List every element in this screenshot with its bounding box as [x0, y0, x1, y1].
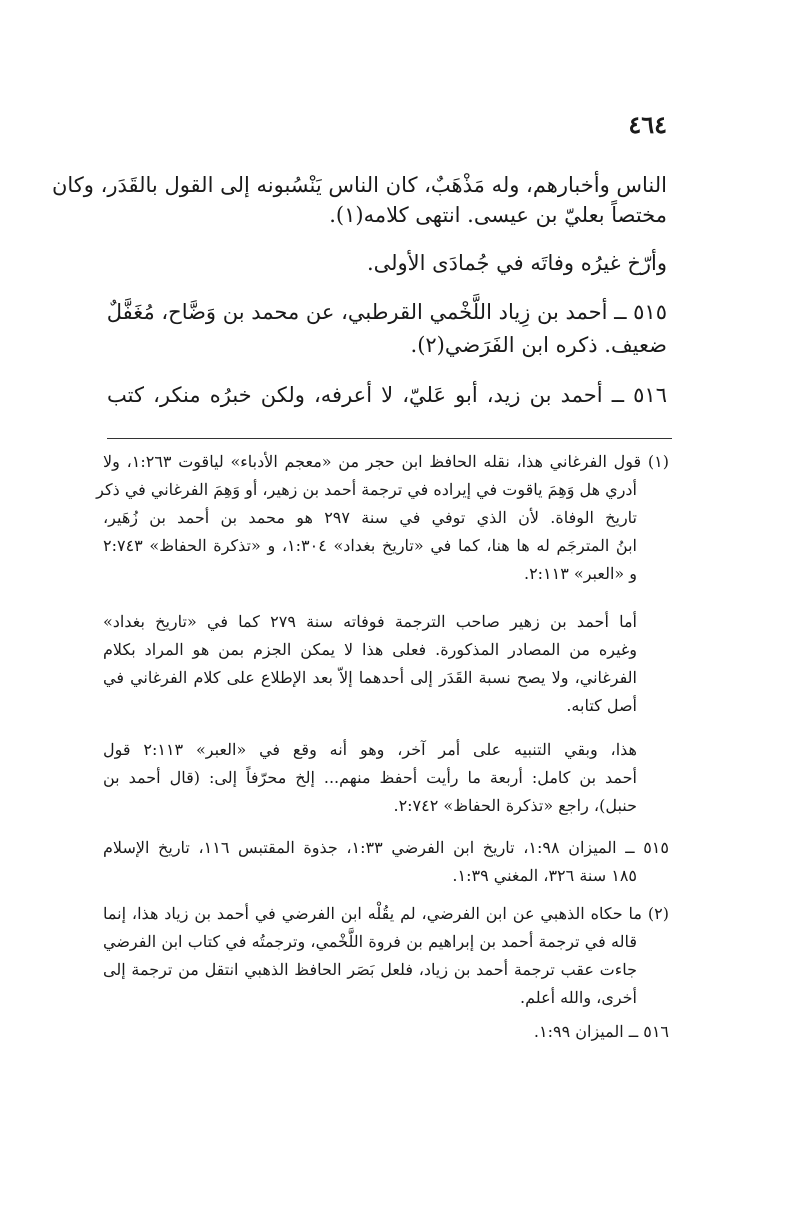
main-text-line: الناس وأخبارهم، وله مَذْهَبٌ، كان الناس يَنْسُبونه إلى القول بالقَدَر، وكان	[51, 173, 667, 197]
main-text-line: مختصاً بعليّ بن عيسى. انتهى كلامه(١).	[329, 203, 667, 227]
entry-515-line: ٥١٥ ــ أحمد بن زِياد اللَّخْمي القرطبي، عن محمد بن وَضَّاح، مُغَفَّلٌ	[106, 300, 667, 324]
footnote-line: الفرغاني، ولا يصح نسبة القَدَر إلى أحدهما إلاّ بعد الإطلاع على كلام الفرغاني في	[103, 668, 638, 687]
footnote-line: و «العبر» ٢:١١٣.	[523, 564, 637, 583]
footnote-line: جاءت عقب ترجمة أحمد بن زياد، فلعل بَصَر الحافظ الذهبي انتقل من ترجمة إلى	[103, 960, 637, 979]
footnote-source-515: ١٨٥ سنة ٣٢٦، المغني ١:٣٩.	[452, 866, 637, 885]
footnote-divider	[107, 438, 672, 439]
footnote-line: تاريخ الوفاة. لأن الذي توفي في سنة ٢٩٧ هو محمد بن أحمد بن زُهَير،	[103, 508, 638, 527]
footnote-line: (١) قول الفرغاني هذا، نقله الحافظ ابن حجر من «معجم الأدباء» لياقوت ١:٢٦٣، ولا	[103, 452, 669, 471]
footnote-line: قاله في ترجمة أحمد بن إبراهيم بن فروة اللَّخْمي، وترجمتُه في كتاب ابن الفرضي	[103, 932, 638, 951]
footnote-line: هذا، وبقي التنبيه على أمر آخر، وهو أنه وقع في «العبر» ٢:١١٣ قول	[103, 740, 637, 759]
main-text-line: وأرّخ غيرُه وفاتَه في جُمادَى الأولى.	[366, 251, 667, 275]
footnote-line: (٢) ما حكاه الذهبي عن ابن الفرضي، لم يقُلْه ابن الفرضي في أحمد بن زياد هذا، إنما	[103, 904, 669, 923]
footnote-line: أخرى، والله أعلم.	[520, 988, 637, 1007]
footnote-source-515: ٥١٥ ــ الميزان ١:٩٨، تاريخ ابن الفرضي ١:٣٣، جذوة المقتبس ١١٦، تاريخ الإسلام	[103, 838, 669, 857]
footnote-line: وغيره من المصادر المذكورة. فعلى هذا لا يمكن الجزم بمن هو المراد بكلام	[103, 640, 637, 659]
page-number: ٤٦٤	[628, 110, 667, 139]
footnote-line: حنبل)، راجع «تذكرة الحفاظ» ٢:٧٤٢.	[393, 796, 637, 815]
footnote-line: أما أحمد بن زهير صاحب الترجمة فوفاته سنة ٢٧٩ كما في «تاريخ بغداد»	[103, 612, 637, 631]
entry-515-line: ضعيف. ذكره ابن الفَرَضي(٢).	[410, 333, 667, 357]
footnote-line: أحمد بن كامل: أربعة ما رأيت أحفظ منهم... إلخ محرّفاً إلى: (قال أحمد بن	[103, 768, 637, 787]
footnote-line: أدري هل وَهِمَ ياقوت في إيراده في ترجمة أحمد بن زهير، أو وَهِمَ الفرغاني في ذكر	[96, 480, 637, 499]
entry-516-line: ٥١٦ ــ أحمد بن زيد، أبو عَليّ، لا أعرفه، ولكن خبرُه منكر، كتب	[107, 383, 667, 407]
footnote-line: أصل كتابه.	[566, 696, 637, 715]
footnote-line: ابنُ المترجَم له ها هنا، كما في «تاريخ بغداد» ١:٣٠٤، و «تذكرة الحفاظ» ٢:٧٤٣	[103, 536, 638, 555]
footnote-source-516: ٥١٦ ــ الميزان ١:٩٩.	[533, 1022, 669, 1041]
